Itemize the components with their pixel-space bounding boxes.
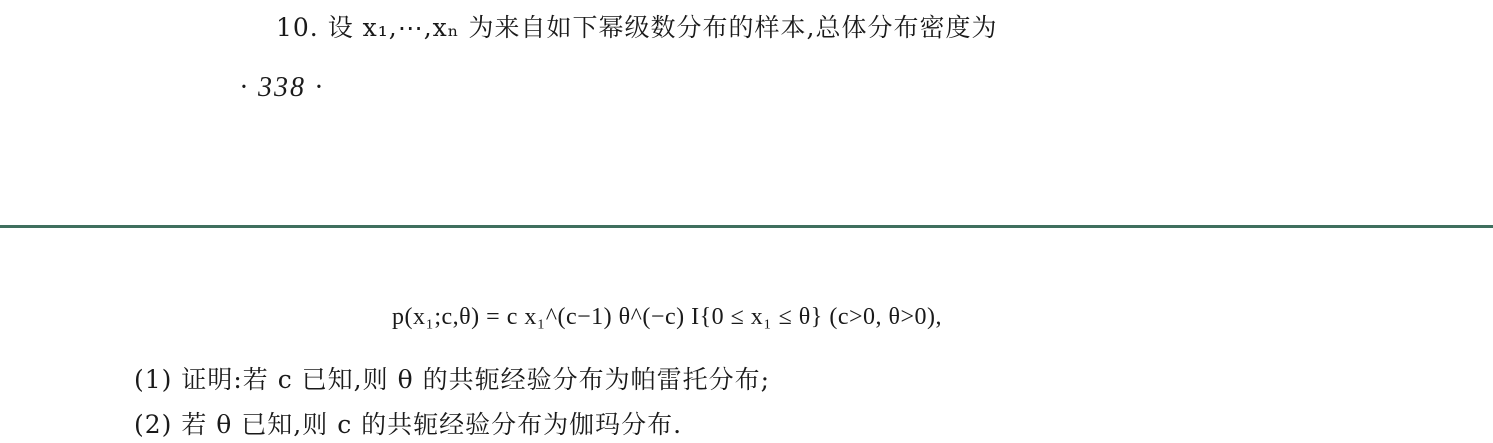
list-item-1: (1) 证明:若 c 已知,则 θ 的共轭经验分布为帕雷托分布; — [134, 365, 770, 394]
problem-statement: 10. 设 x₁,⋯,xₙ 为来自如下幂级数分布的样本,总体分布密度为 — [276, 13, 998, 42]
list-item-2: (2) 若 θ 已知,则 c 的共轭经验分布为伽玛分布. — [134, 410, 683, 439]
page-number: · 338 · — [240, 72, 324, 103]
density-formula: p(x₁;c,θ) = c x₁^(c−1) θ^(−c) I{0 ≤ x₁ ≤ θ} (c>0, θ>0), — [392, 304, 943, 330]
page-divider — [0, 225, 1493, 228]
